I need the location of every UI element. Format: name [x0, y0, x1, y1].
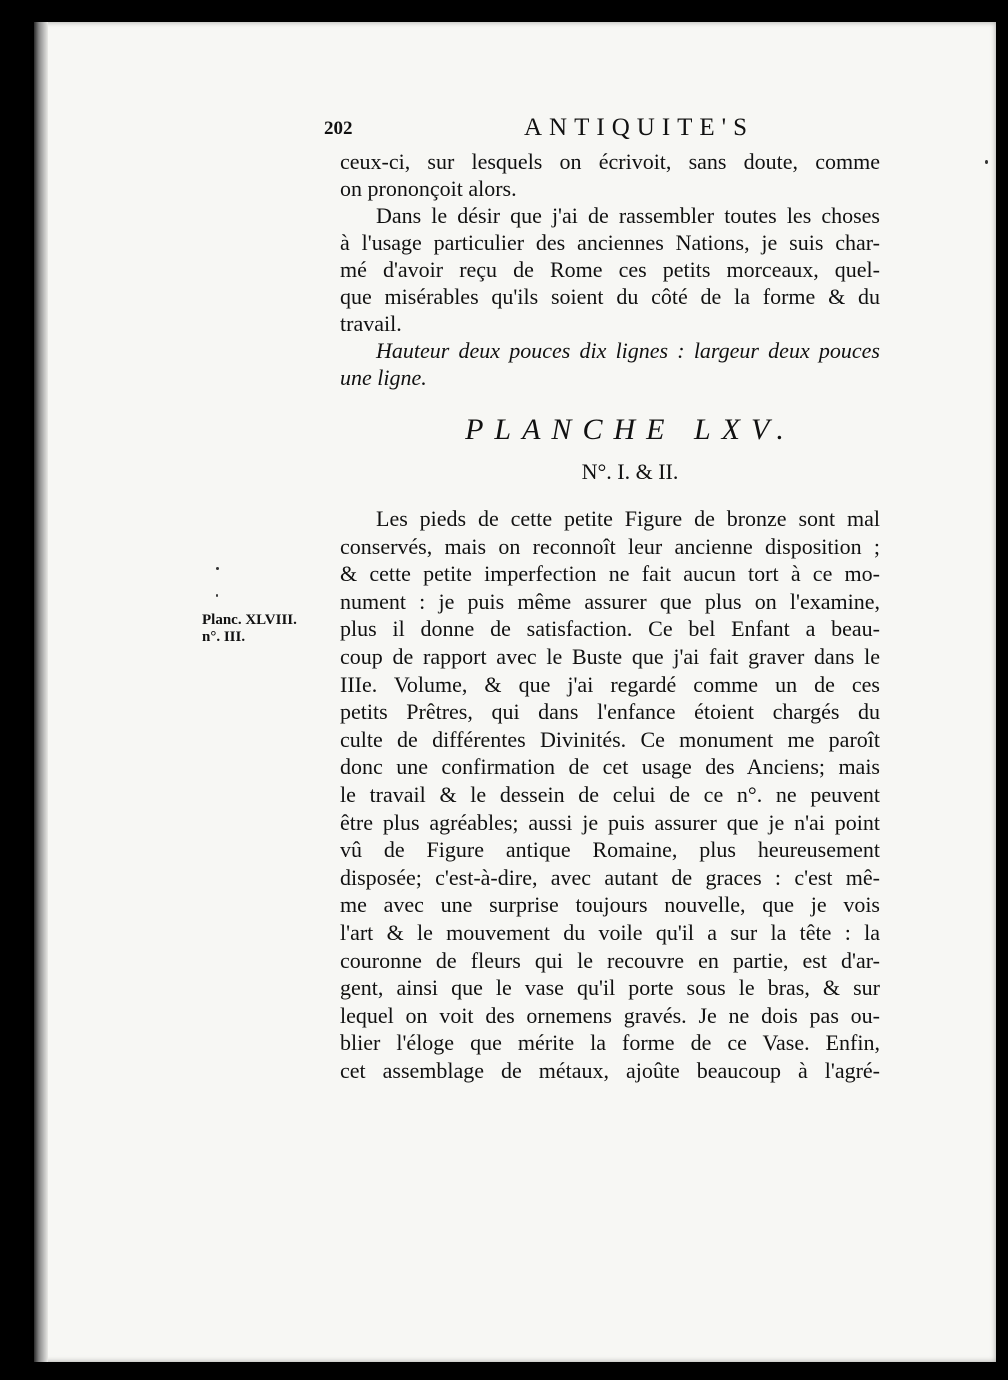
text-line: gent, ainsi que le vase qu'il porte sous le bras, & sur — [340, 975, 880, 1001]
text-block — [324, 114, 880, 1084]
margin-note-line-1: Planc. XLVIII. — [202, 612, 297, 628]
text-line: une ligne. — [340, 365, 427, 390]
text-line: ceux-ci, sur lesquels on écrivoit, sans doute, comme — [340, 149, 880, 174]
text-line: plus il donne de satisfaction. Ce bel Enfant a beau- — [340, 616, 880, 642]
ink-speck — [216, 594, 218, 597]
text-line: on prononçoit alors. — [340, 176, 517, 201]
margin-note — [202, 612, 297, 646]
text-line: à l'usage particulier des anciennes Nations, je suis char- — [340, 230, 880, 255]
text-line: que misérables qu'ils soient du côté de la forme & du — [340, 284, 880, 309]
ink-speck — [985, 160, 988, 164]
text-line: cet assemblage de métaux, ajoûte beaucoup à l'agré- — [340, 1057, 880, 1083]
text-line: donc une confirmation de cet usage des Anciens; mais — [340, 754, 880, 780]
text-line: me avec une surprise toujours nouvelle, que je vois — [340, 892, 880, 918]
body-paragraph — [340, 505, 880, 1084]
dimensions-paragraph — [340, 337, 880, 391]
text-line: travail. — [340, 311, 402, 336]
text-line: petits Prêtres, qui dans l'enfance étoient chargés du — [340, 699, 880, 725]
text-line: coup de rapport avec le Buste que j'ai fait graver dans le — [340, 643, 880, 669]
text-line: nument : je puis même assurer que plus on l'examine, — [340, 588, 880, 614]
text-line: l'art & le mouvement du voile qu'il a sur la tête : la — [340, 919, 880, 945]
intro-paragraphs — [340, 148, 880, 337]
text-line: IIIe. Volume, & que j'ai regardé comme un de ces — [340, 671, 880, 697]
text-line: Dans le désir que j'ai de rassembler toutes les choses — [376, 203, 880, 228]
text-line: le travail & le dessein de celui de ce n°. ne peuvent — [340, 781, 880, 807]
page-number: 202 — [324, 118, 353, 139]
text-line: être plus agréables; aussi je puis assurer que je n'ai point — [340, 809, 880, 835]
text-line: mé d'avoir reçu de Rome ces petits morceaux, quel- — [340, 257, 880, 282]
ink-speck — [216, 567, 219, 570]
text-line: disposée; c'est-à-dire, avec autant de graces : c'est mê- — [340, 864, 880, 890]
plate-subtitle: N°. I. & II. — [581, 459, 679, 484]
plate-title: PLANCHE LXV. — [465, 413, 795, 446]
text-line: Les pieds de cette petite Figure de bronze sont mal — [376, 506, 880, 531]
text-line: blier l'éloge que mérite la forme de ce Vase. Enfin, — [340, 1030, 880, 1056]
margin-note-line-2: n°. III. — [202, 629, 246, 645]
text-line: culte de différentes Divinités. Ce monument me paroît — [340, 726, 880, 752]
text-line: conservés, mais on reconnoît leur ancienne disposition ; — [340, 533, 880, 559]
text-line: lequel on voit des ornemens gravés. Je ne dois pas ou- — [340, 1002, 880, 1028]
running-head — [324, 114, 880, 148]
text-line: Hauteur deux pouces dix lignes : largeur deux pouces — [376, 338, 880, 363]
book-page — [34, 22, 996, 1362]
running-title: ANTIQUITE'S — [524, 114, 755, 141]
text-line: & cette petite imperfection ne fait aucun tort à ce mo- — [340, 561, 880, 587]
text-line: couronne de fleurs qui le recouvre en partie, est d'ar- — [340, 947, 880, 973]
text-line: vû de Figure antique Romaine, plus heureusement — [340, 837, 880, 863]
page-edge-shadow — [34, 22, 48, 1362]
